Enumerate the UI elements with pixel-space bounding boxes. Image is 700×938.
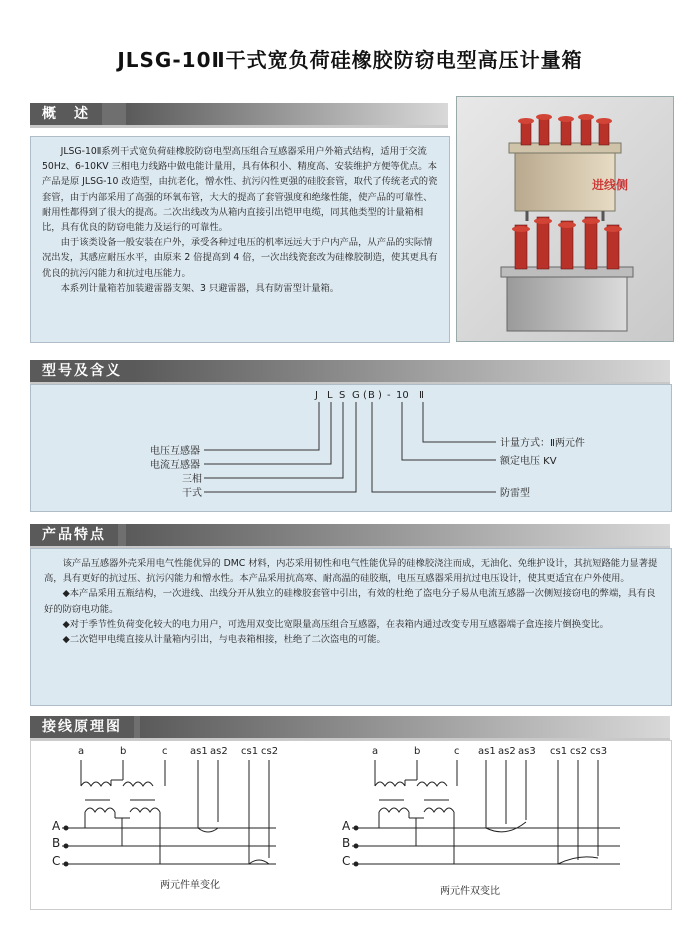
- photo-label: 进线侧: [592, 178, 629, 192]
- phase-label: B: [52, 836, 61, 850]
- wiring-diagram-1: [62, 760, 276, 866]
- terminal-label: cs1: [241, 746, 259, 757]
- model-heading: 型号及含义: [30, 360, 134, 382]
- feature-paragraph: ◆对于季节性负荷变化较大的电力用户，可选用双变比宽限量高压组合互感器，在表箱内通过改变专用互感器端子盒连接片倒换变比。: [62, 618, 609, 630]
- model-char: J: [315, 390, 318, 401]
- model-char: (: [363, 390, 367, 401]
- product-photo: [456, 96, 674, 342]
- heading-fade: [126, 103, 448, 125]
- model-right-label: 计量方式：Ⅱ两元件: [500, 438, 585, 449]
- model-diagram: [30, 384, 670, 510]
- model-left-label: 干式: [182, 488, 202, 499]
- model-left-label: 电压互感器: [150, 446, 200, 457]
- product-photo-illustration: [457, 97, 673, 341]
- model-char: ): [378, 390, 382, 401]
- features-text: [44, 556, 658, 647]
- terminal-label: a: [78, 746, 85, 757]
- overview-heading-bar: [30, 103, 448, 128]
- phase-label: A: [342, 819, 351, 833]
- diagram-caption: 两元件双变比: [440, 886, 500, 897]
- terminal-label: as1: [190, 746, 208, 757]
- page-title: JLSG-10Ⅱ干式宽负荷硅橡胶防窃电型高压计量箱: [117, 48, 583, 72]
- terminal-label: as1: [478, 746, 496, 757]
- phase-label: C: [52, 854, 61, 868]
- terminal-label: c: [454, 746, 460, 757]
- overview-heading: 概 述: [30, 103, 102, 125]
- terminal-label: as3: [518, 746, 536, 757]
- phase-label: B: [342, 836, 351, 850]
- terminal-label: as2: [498, 746, 516, 757]
- phase-label: A: [52, 819, 61, 833]
- overview-paragraph: 由于该类设备一般安装在户外，承受各种过电压的机率远远大于户内产品，从产品的实际情况出发，其感应耐压水平，由原来 2 倍提高到 4 倍，一次出线瓷套改为硅橡胶制造，使其更具有优良的抗污闪能力和抗过电压能力。: [42, 237, 438, 279]
- terminal-label: cs2: [570, 746, 588, 757]
- model-char: -: [387, 390, 391, 401]
- model-char: G: [352, 390, 360, 401]
- diagram-caption: 两元件单变化: [160, 880, 220, 891]
- model-left-label: 电流互感器: [150, 460, 200, 471]
- terminal-label: b: [414, 746, 421, 757]
- wiring-diagram: [30, 740, 670, 908]
- features-heading: 产品特点: [30, 524, 118, 546]
- heading-fade: [134, 360, 670, 382]
- heading-fade: [126, 524, 670, 546]
- model-char: S: [339, 390, 346, 401]
- heading-fade: [140, 716, 670, 738]
- terminal-label: cs2: [261, 746, 279, 757]
- features-heading-bar: [30, 524, 670, 549]
- phase-label: C: [342, 854, 351, 868]
- wiring-heading: 接线原理图: [30, 716, 134, 738]
- feature-paragraph: 该产品互感器外壳采用电气性能优异的 DMC 材料，内芯采用韧性和电气性能优异的硅橡胶浇注而成，无油化、免维护设计，其抗短路能力显著提高，具有更好的抗过压、抗污闪能力和憎水性。本产品采用抗高寒、耐高温的硅胶瓶，电压互感器采用抗过电压设计，使其更适宜在户外使用。: [44, 558, 658, 585]
- model-char: L: [327, 390, 333, 401]
- model-char: 10: [396, 390, 409, 401]
- model-left-label: 三相: [182, 474, 202, 485]
- wiring-heading-bar: [30, 716, 670, 741]
- model-char: B: [368, 390, 375, 401]
- terminal-label: cs3: [590, 746, 608, 757]
- model-right-label: 额定电压 KV: [500, 456, 557, 467]
- wiring-diagram-2: [352, 760, 620, 866]
- feature-paragraph: ◆二次铠甲电缆直接从计量箱内引出，与电表箱相接，杜绝了二次盗电的可能。: [62, 634, 386, 646]
- terminal-label: as2: [210, 746, 228, 757]
- terminal-label: cs1: [550, 746, 568, 757]
- terminal-label: c: [162, 746, 168, 757]
- terminal-label: b: [120, 746, 127, 757]
- overview-paragraph: JLSG-10Ⅱ系列干式宽负荷硅橡胶防窃电型高压组合互感器采用户外箱式结构，适用于交流 50Hz、6-10KV 三相电力线路中做电能计量用，具有体积小、精度高、安装维护方便等优点。本产品是原 JLSG-10 改造型，由抗老化，憎水性、抗污闪性更强的硅胶套管，取代了传统老式的瓷套管，由于内部采用了高强的环氧布管，大大的提高了套管强度和绝缘性能，使产品的可靠性、耐用性都得到了很大的提高。二次出线改为从箱内直接引出铠甲电缆，同其他类型的计量箱相比，具有优良的防窃电能力及运行的可靠性。: [42, 146, 438, 234]
- overview-text: [42, 144, 438, 296]
- overview-paragraph: 本系列计量箱若加装避雷器支架、3 只避雷器，具有防雷型计量箱。: [60, 282, 340, 294]
- model-leader-lines: [204, 402, 496, 492]
- terminal-label: a: [372, 746, 379, 757]
- model-right-label: 防雷型: [500, 488, 530, 499]
- model-heading-bar: [30, 360, 670, 385]
- model-char: Ⅱ: [419, 390, 424, 401]
- feature-paragraph: ◆本产品采用五瓶结构，一次进线、出线分开从独立的硅橡胶套管中引出，有效的杜绝了盗电分子易从电流互感器一次侧短接窃电的弊端，具有良好的防窃电功能。: [44, 588, 656, 615]
